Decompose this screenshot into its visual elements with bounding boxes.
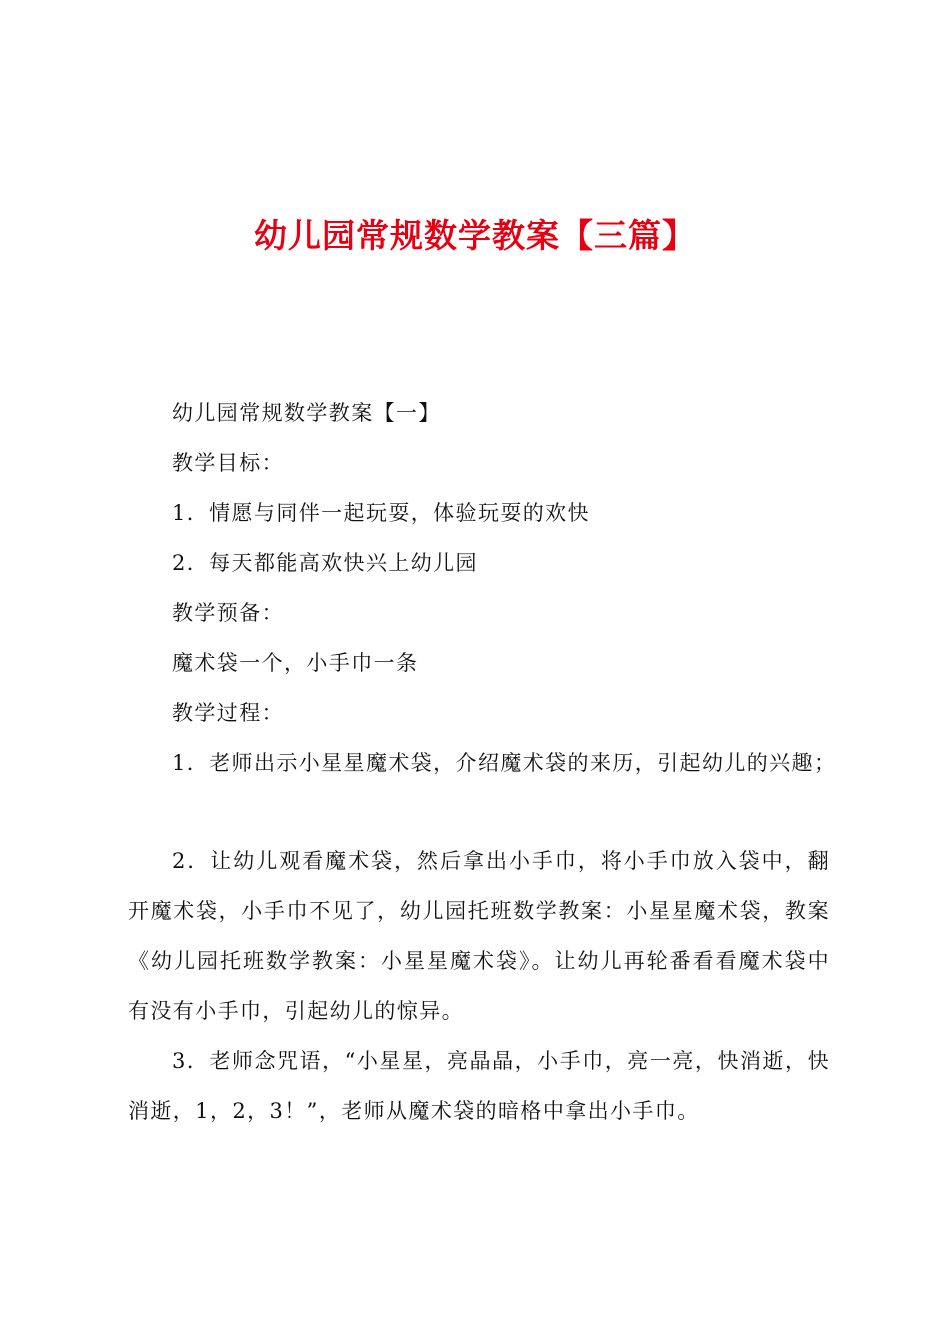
objective-item-1: 1．情愿与同伴一起玩耍，体验玩耍的欢快 <box>172 501 590 525</box>
process-step-1: 1．老师出示小星星魔术袋，介绍魔术袋的来历，引起幼儿的兴趣； <box>172 751 837 775</box>
objectives-label: 教学目标： <box>172 451 284 475</box>
process-label: 教学过程： <box>172 701 284 725</box>
objective-item-2: 2．每天都能高欢快兴上幼儿园 <box>172 551 478 575</box>
section-heading: 幼儿园常规数学教案【一】 <box>172 401 441 425</box>
preparation-label: 教学预备： <box>172 601 284 625</box>
document-title: 幼儿园常规数学教案【三篇】 <box>254 216 696 255</box>
preparation-text: 魔术袋一个，小手巾一条 <box>172 651 419 675</box>
process-step-3: 3．老师念咒语，“小星星，亮晶晶，小手巾，亮一亮，快消逝，快消逝，1，2，3！”，老师从魔术袋的暗格中拿出小手巾。 <box>128 1049 830 1123</box>
process-step-2: 2．让幼儿观看魔术袋，然后拿出小手巾，将小手巾放入袋中，翻开魔术袋，小手巾不见了，幼儿园托班数学教案：小星星魔术袋，教案《幼儿园托班数学教案：小星星魔术袋》。让幼儿再轮番看看魔术袋中有没有小手巾，引起幼儿的惊异。 <box>128 849 830 1023</box>
